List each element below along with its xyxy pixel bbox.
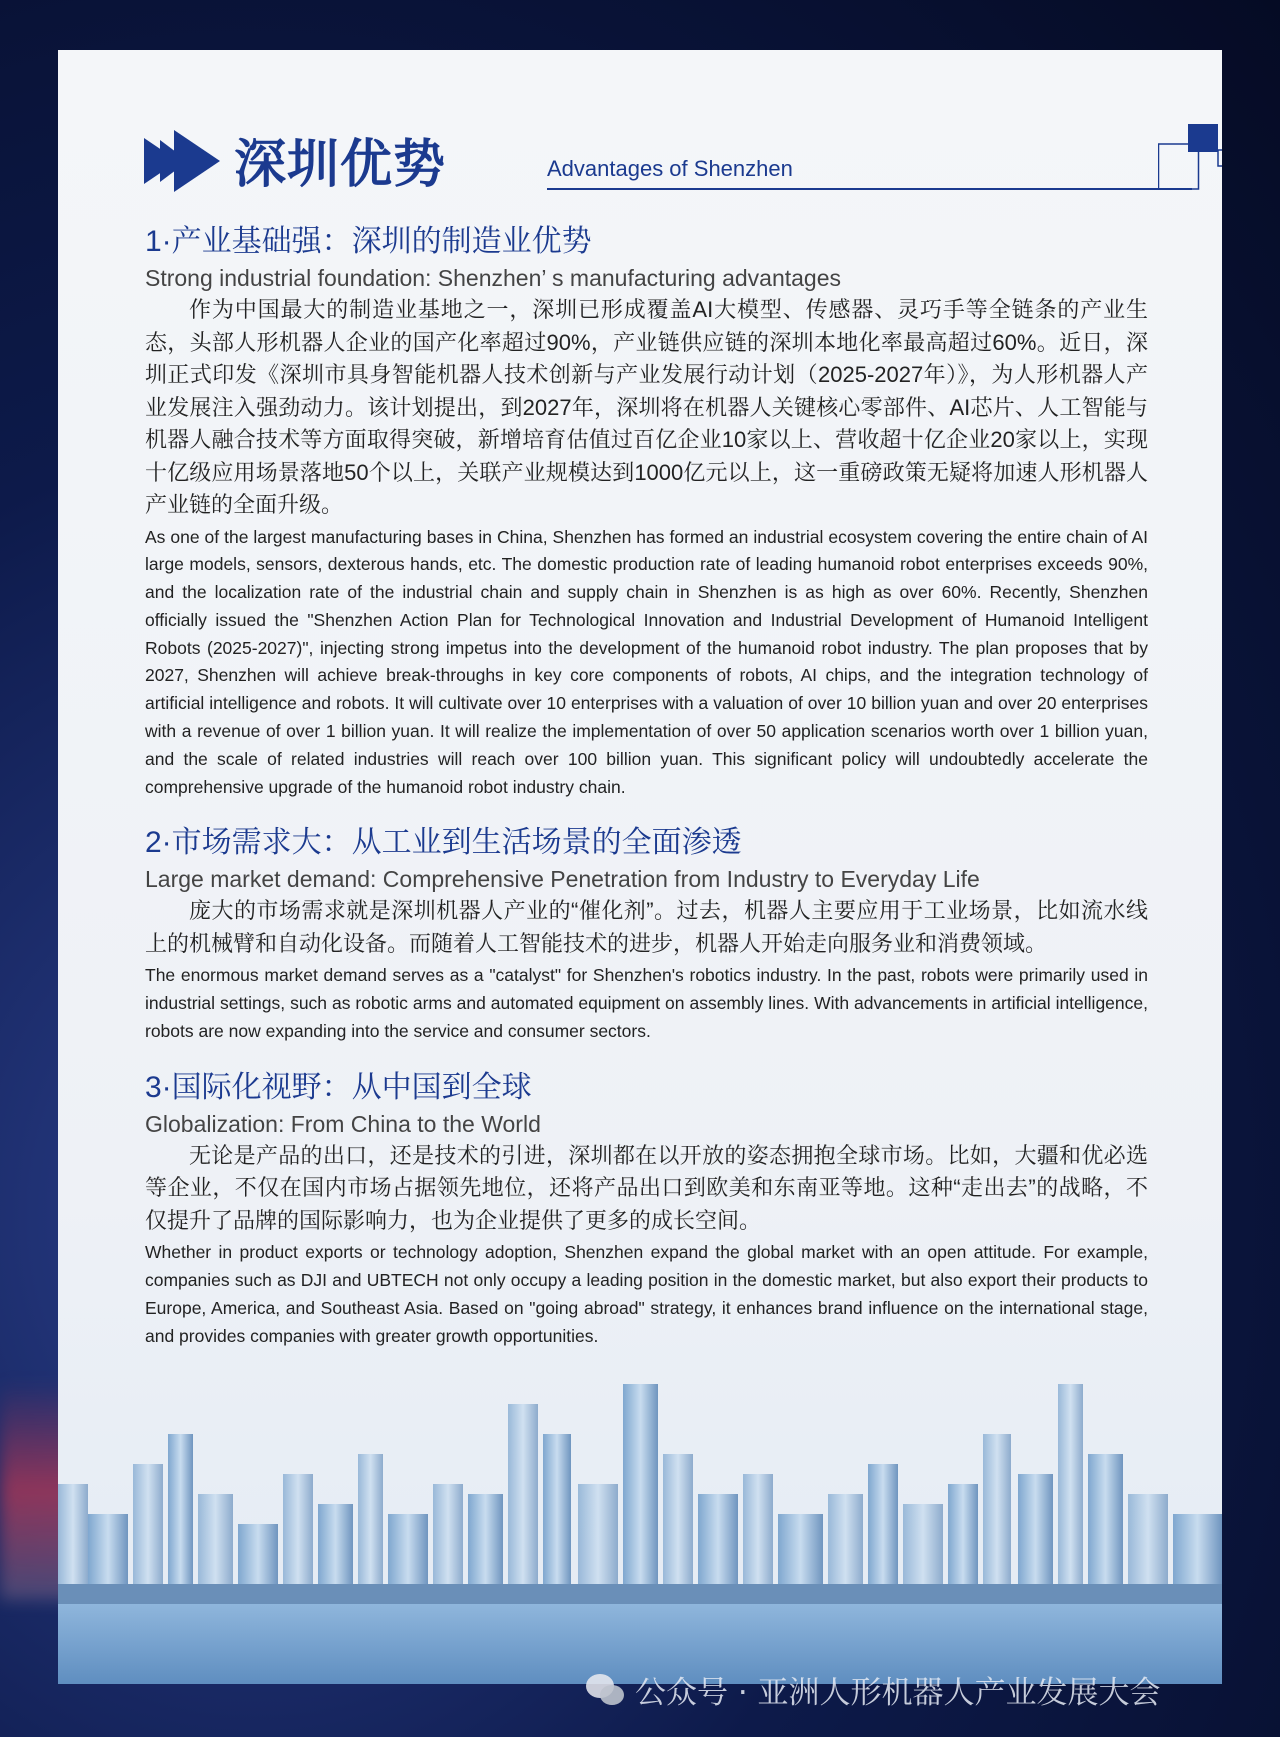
building — [623, 1384, 658, 1604]
paragraph-en: As one of the largest manufacturing bases in China, Shenzhen has formed an industrial ecosystem covering the entire chain of AI large models, sensors, dexterous hands, etc. The domestic production rate of leading humanoid robot enterprises exceeds 90%, and the localization rate of the industrial chain and supply chain in Shenzhen is as high as over 60%. Recently, Shenzhen officially issued the "Shenzhen Action Plan for Technological Innovation and Industrial Development of Humanoid Intelligent Robots (2025-2027)", injecting strong impetus into the development of the humanoid robot industry. The plan proposes that by 2027, Shenzhen will achieve break-throughs in key core components of robots, AI chips, and the integration technology of artificial intelligence and robots. It will cultivate over 10 enterprises with a valuation of over 10 billion yuan and over 20 enterprises with a revenue of over 1 billion yuan. It will realize the implementation of over 50 application scenarios worth over 1 billion yuan, and the scale of related industries will reach over 100 billion yuan. This significant policy will undoubtedly accelerate the comprehensive upgrade of the humanoid robot industry chain. — [145, 526, 1148, 797]
watermark — [585, 1667, 1161, 1712]
section-title: 2·市场需求大：从工业到生活场景的全面渗透 — [145, 826, 742, 860]
title-underline — [547, 188, 1192, 190]
square-decoration-icon — [1158, 122, 1222, 192]
watermark-text: 公众号 · 亚洲人形机器人产业发展大会 — [635, 1675, 1161, 1711]
building — [663, 1454, 693, 1604]
section-subtitle: Large market demand: Comprehensive Penetration from Industry to Everyday Life — [145, 866, 980, 893]
article — [145, 222, 1148, 1373]
section-1 — [145, 222, 1148, 801]
page-title: 深圳优势 — [234, 136, 447, 194]
section-3 — [145, 1068, 1148, 1351]
building — [983, 1434, 1011, 1604]
page-header — [144, 122, 1184, 192]
section-title: 1·产业基础强：深圳的制造业优势 — [145, 225, 592, 258]
building — [358, 1454, 383, 1604]
content-card — [58, 50, 1222, 1684]
building — [868, 1464, 898, 1604]
building — [133, 1464, 163, 1604]
building — [508, 1404, 538, 1604]
paragraph-en: The enormous market demand serves as a "catalyst" for Shenzhen's robotics industry. In the past, robots were primarily used in industrial settings, such as robotic arms and automated equipment on assembly lines. With advancements in artificial intelligence, robots are now expanding into the service and consumer sectors. — [145, 965, 1148, 1042]
building — [1088, 1454, 1123, 1604]
building — [543, 1434, 571, 1604]
section-subtitle: Strong industrial foundation: Shenzhen’ s manufacturing advantages — [145, 265, 841, 291]
wechat-icon — [585, 1672, 625, 1708]
page-subtitle: Advantages of Shenzhen — [547, 156, 793, 181]
paragraph-cn: 无论是产品的出口，还是技术的引进，深圳都在以开放的姿态拥抱全球市场。比如，大疆和优必选等企业，不仅在国内市场占据领先地位，还将产品出口到欧美和东南亚等地。这种“走出去”的战略，不仅提升了品牌的国际影响力，也为企业提供了更多的成长空间。 — [145, 1142, 1148, 1233]
double-arrow-icon — [144, 130, 224, 192]
paragraph-cn: 庞大的市场需求就是深圳机器人产业的“催化剂”。过去，机器人主要应用于工业场景，比如流水线上的机械臂和自动化设备。而随着人工智能技术的进步，机器人开始走向服务业和消费领域。 — [145, 898, 1148, 956]
paragraph-en: Whether in product exports or technology adoption, Shenzhen expand the global market with an open attitude. For example, companies such as DJI and UBTECH not only occupy a leading position in the domestic market, but also export their products to Europe, America, and Southeast Asia. Based on "going abroad" strategy, it enhances brand influence on the international stage, and provides companies with greater growth opportunities. — [145, 1242, 1148, 1346]
paragraph-cn: 作为中国最大的制造业基地之一，深圳已形成覆盖AI大模型、传感器、灵巧手等全链条的产业生态，头部人形机器人企业的国产化率超过90%，产业链供应链的深圳本地化率最高超过60%。近日，深圳正式印发《深圳市具身智能机器人技术创新与产业发展行动计划（2025-2027年）》，为人形机器人产业发展注入强劲动力。该计划提出，到2027年，深圳将在机器人关键核心零部件、AI芯片、人工智能与机器人融合技术等方面取得突破，新增培育估值过百亿企业10家以上、营收超十亿企业20家以上，实现十亿级应用场景落地50个以上，关联产业规模达到1000亿元以上，这一重磅政策无疑将加速人形机器人产业链的全面升级。 — [145, 297, 1148, 517]
building — [1058, 1384, 1083, 1604]
building — [168, 1434, 193, 1604]
section-subtitle: Globalization: From China to the World — [145, 1110, 541, 1137]
section-2 — [145, 823, 1148, 1045]
section-title: 3·国际化视野：从中国到全球 — [145, 1070, 532, 1104]
